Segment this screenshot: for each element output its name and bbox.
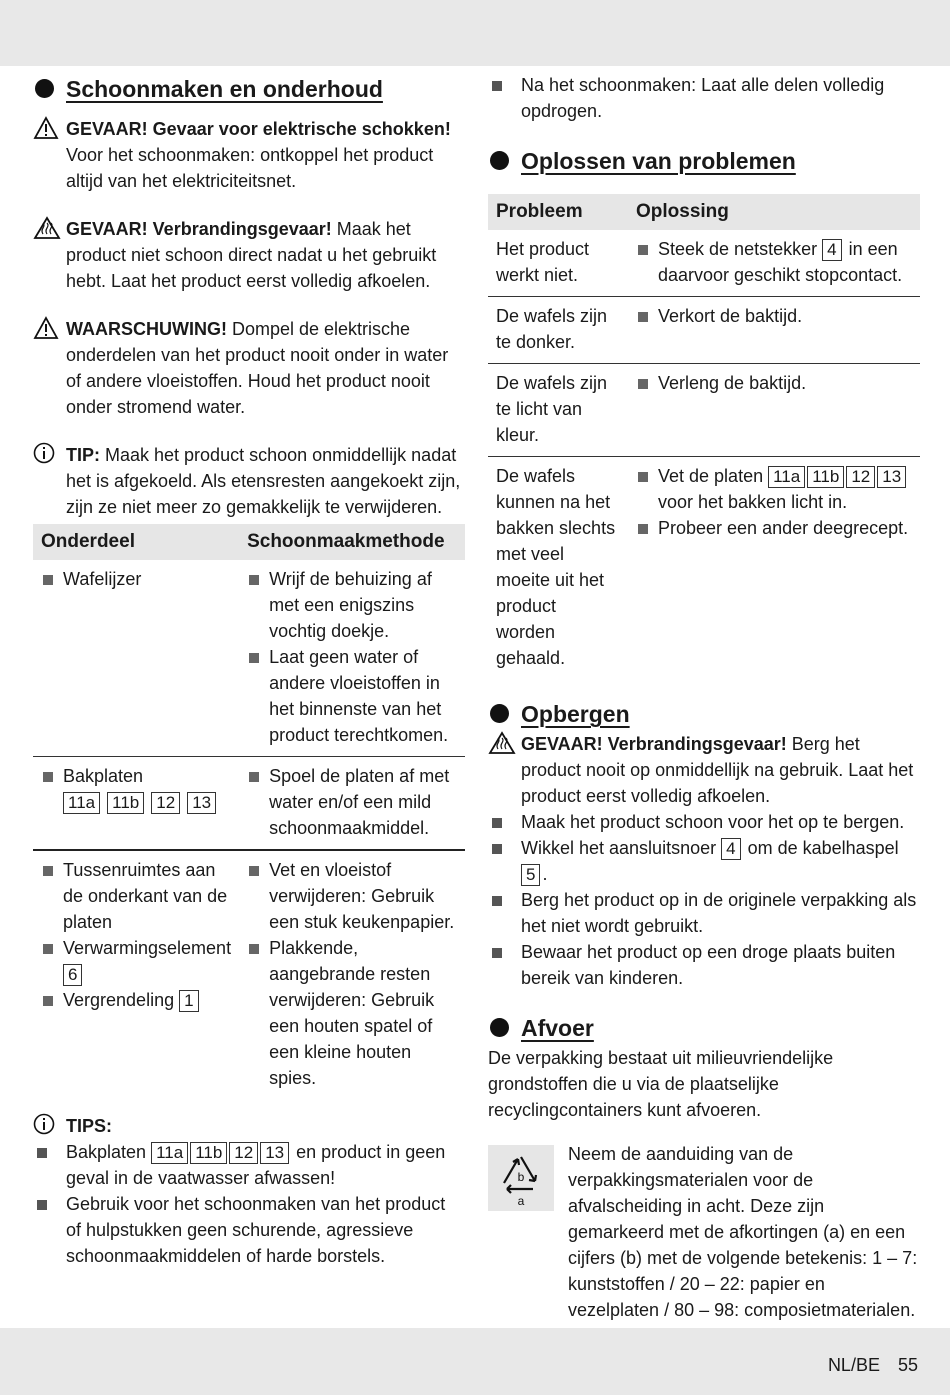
top-band <box>0 0 950 66</box>
ref-box: 12 <box>151 792 180 814</box>
bottom-band <box>0 1328 950 1395</box>
problem-cell: Het product werkt niet. <box>488 230 628 297</box>
bullet-dot <box>490 1018 509 1037</box>
solution-item: Verkort de baktijd. <box>636 303 912 329</box>
ref-box: 11b <box>107 792 144 814</box>
problem-cell: De wafels kunnen na het bakken slechts met veel moeite uit het product worden gehaald. <box>496 466 616 668</box>
hot-surface-icon <box>488 731 514 757</box>
dry-bullet: Na het schoonmaken: Laat alle delen volledig opdrogen. <box>488 72 920 124</box>
table-header-probleem: Probleem <box>488 194 628 230</box>
tip-block: TIP: Maak het product schoon onmiddellijk nadat het is afgekoeld. Als etensresten aangekoekt zijn, zijn ze niet meer zo gemakkelijk te verwijderen. <box>33 442 465 520</box>
method-item: Plakkende, aangebrande resten verwijderen: Gebruik een houten spatel of een kleine houten spies. <box>247 935 457 1091</box>
storage-bullet: Bewaar het product op een droge plaats buiten bereik van kinderen. <box>488 939 920 991</box>
tips-item: Bakplaten 11a 11b 12 13 en product in geen geval in de vaatwasser afwassen! <box>33 1139 465 1191</box>
ref-box: 13 <box>260 1142 289 1164</box>
table-row <box>33 757 465 851</box>
part-item: Vergrendeling 1 <box>41 987 231 1013</box>
right-column <box>488 72 920 1323</box>
ref-box: 11a <box>768 466 805 488</box>
ref-box: 1 <box>179 990 198 1012</box>
recycling-block <box>488 1141 920 1323</box>
problem-cell: De wafels zijn te licht van kleur. <box>488 364 628 457</box>
ref-box: 4 <box>822 239 841 261</box>
table-header-methode: Schoonmaakmethode <box>239 524 465 560</box>
ref-box: 4 <box>721 838 740 860</box>
ref-box: 5 <box>521 864 540 886</box>
page-number: 55 <box>897 1355 918 1375</box>
svg-text:b: b <box>517 1170 525 1184</box>
warning-triangle-icon <box>33 116 59 142</box>
warning-triangle-icon <box>33 316 59 342</box>
method-item: Vet en vloeistof verwijderen: Gebruik een stuk keukenpapier. <box>247 857 457 935</box>
cleaning-table <box>33 524 465 1099</box>
troubleshooting-table <box>488 194 920 679</box>
table-header-oplossing: Oplossing <box>628 194 920 230</box>
warning-electric: GEVAAR! Gevaar voor elektrische schokken! Voor het schoonmaken: ontkoppel het product altijd van het elektriciteitsnet. <box>33 116 465 194</box>
part-item: Tussenruimtes aan de onderkant van de platen <box>41 857 231 935</box>
problem-cell: De wafels zijn te donker. <box>488 297 628 364</box>
table-row <box>33 850 465 1099</box>
storage-bullet: Wikkel het aansluitsnoer 4 om de kabelhaspel 5 . <box>488 835 920 887</box>
solution-item: Probeer een ander deegrecept. <box>636 515 912 541</box>
ref-box: 12 <box>229 1142 258 1164</box>
storage-bullet: Maak het product schoon voor het op te bergen. <box>488 809 920 835</box>
table-row <box>488 297 920 364</box>
afvoer-paragraph: De verpakking bestaat uit milieuvriendelijke grondstoffen die u via de plaatselijke recyclingcontainers kunt afvoeren. <box>488 1048 834 1120</box>
section-heading-afvoer: Afvoer <box>488 1011 920 1045</box>
ref-box: 11a <box>63 792 100 814</box>
table-header-onderdeel: Onderdeel <box>33 524 239 560</box>
recycling-paragraph: Neem de aanduiding van de verpakkingsmaterialen voor de afvalscheiding in acht. Deze zijn gemarkeerd met de afkortingen (a) en een cijfers (b) met de volgende betekenis: 1 – 7: kunststoffen / 20 – 22: papier en vezelplaten / 80 – 98: composietmaterialen. <box>568 1144 918 1320</box>
method-item: Wrijf de behuizing af met een enigszins vochtig doekje. <box>247 566 457 644</box>
ref-box: 11a <box>151 1142 188 1164</box>
warning-burn: GEVAAR! Verbrandingsgevaar! Maak het product niet schoon direct nadat u het gebruikt hebt. Laat het product eerst volledig afkoelen. <box>33 216 465 294</box>
part-item: Verwarmingselement 6 <box>41 935 231 987</box>
ref-box: 13 <box>187 792 216 814</box>
ref-box: 11b <box>190 1142 227 1164</box>
left-column <box>33 72 465 1269</box>
page-footer <box>810 1352 918 1378</box>
ref-box: 13 <box>877 466 906 488</box>
solution-item: Vet de platen 11a 11b 12 13 voor het bakken licht in. <box>636 463 912 515</box>
section-heading-schoonmaken: Schoonmaken en onderhoud <box>33 72 465 106</box>
ref-box: 12 <box>846 466 875 488</box>
table-row <box>488 457 920 680</box>
solution-item: Steek de netstekker 4 in een daarvoor geschikt stopcontact. <box>636 236 912 288</box>
warning-burn-storage: GEVAAR! Verbrandingsgevaar! Berg het product nooit op onmiddellijk na gebruik. Laat het product eerst volledig afkoelen. <box>488 731 920 809</box>
recycle-icon <box>488 1145 554 1211</box>
bullet-dot <box>490 704 509 723</box>
table-row <box>33 560 465 757</box>
method-item: Spoel de platen af met water en/of een mild schoonmaakmiddel. <box>247 763 457 841</box>
table-row <box>488 364 920 457</box>
hot-surface-icon <box>33 216 59 242</box>
bullet-dot <box>35 79 54 98</box>
tips-item: Gebruik voor het schoonmaken van het product of hulpstukken geen schurende, agressieve schoonmaakmiddelen of harde borstels. <box>33 1191 465 1269</box>
part-wafelijzer: Wafelijzer <box>41 566 231 592</box>
info-icon <box>33 1113 59 1139</box>
language-code: NL/BE <box>827 1355 880 1375</box>
info-icon <box>33 442 59 468</box>
method-item: Laat geen water of andere vloeistoffen in het binnenste van het product terechtkomen. <box>247 644 457 748</box>
section-heading-problemen: Oplossen van problemen <box>488 144 920 178</box>
section-heading-opbergen: Opbergen <box>488 697 920 731</box>
part-bakplaten: Bakplaten 11a 11b 12 13 <box>41 763 231 815</box>
svg-text:a: a <box>517 1194 525 1208</box>
storage-bullet: Berg het product op in de originele verpakking als het niet wordt gebruikt. <box>488 887 920 939</box>
ref-box: 6 <box>63 964 82 986</box>
tips-heading: TIPS: <box>33 1113 465 1139</box>
ref-box: 11b <box>807 466 844 488</box>
bullet-dot <box>490 151 509 170</box>
solution-item: Verleng de baktijd. <box>636 370 912 396</box>
table-row <box>488 230 920 297</box>
warning-water: WAARSCHUWING! Dompel de elektrische onderdelen van het product nooit onder in water of andere vloeistoffen. Houd het product nooit onder stromend water. <box>33 316 465 420</box>
